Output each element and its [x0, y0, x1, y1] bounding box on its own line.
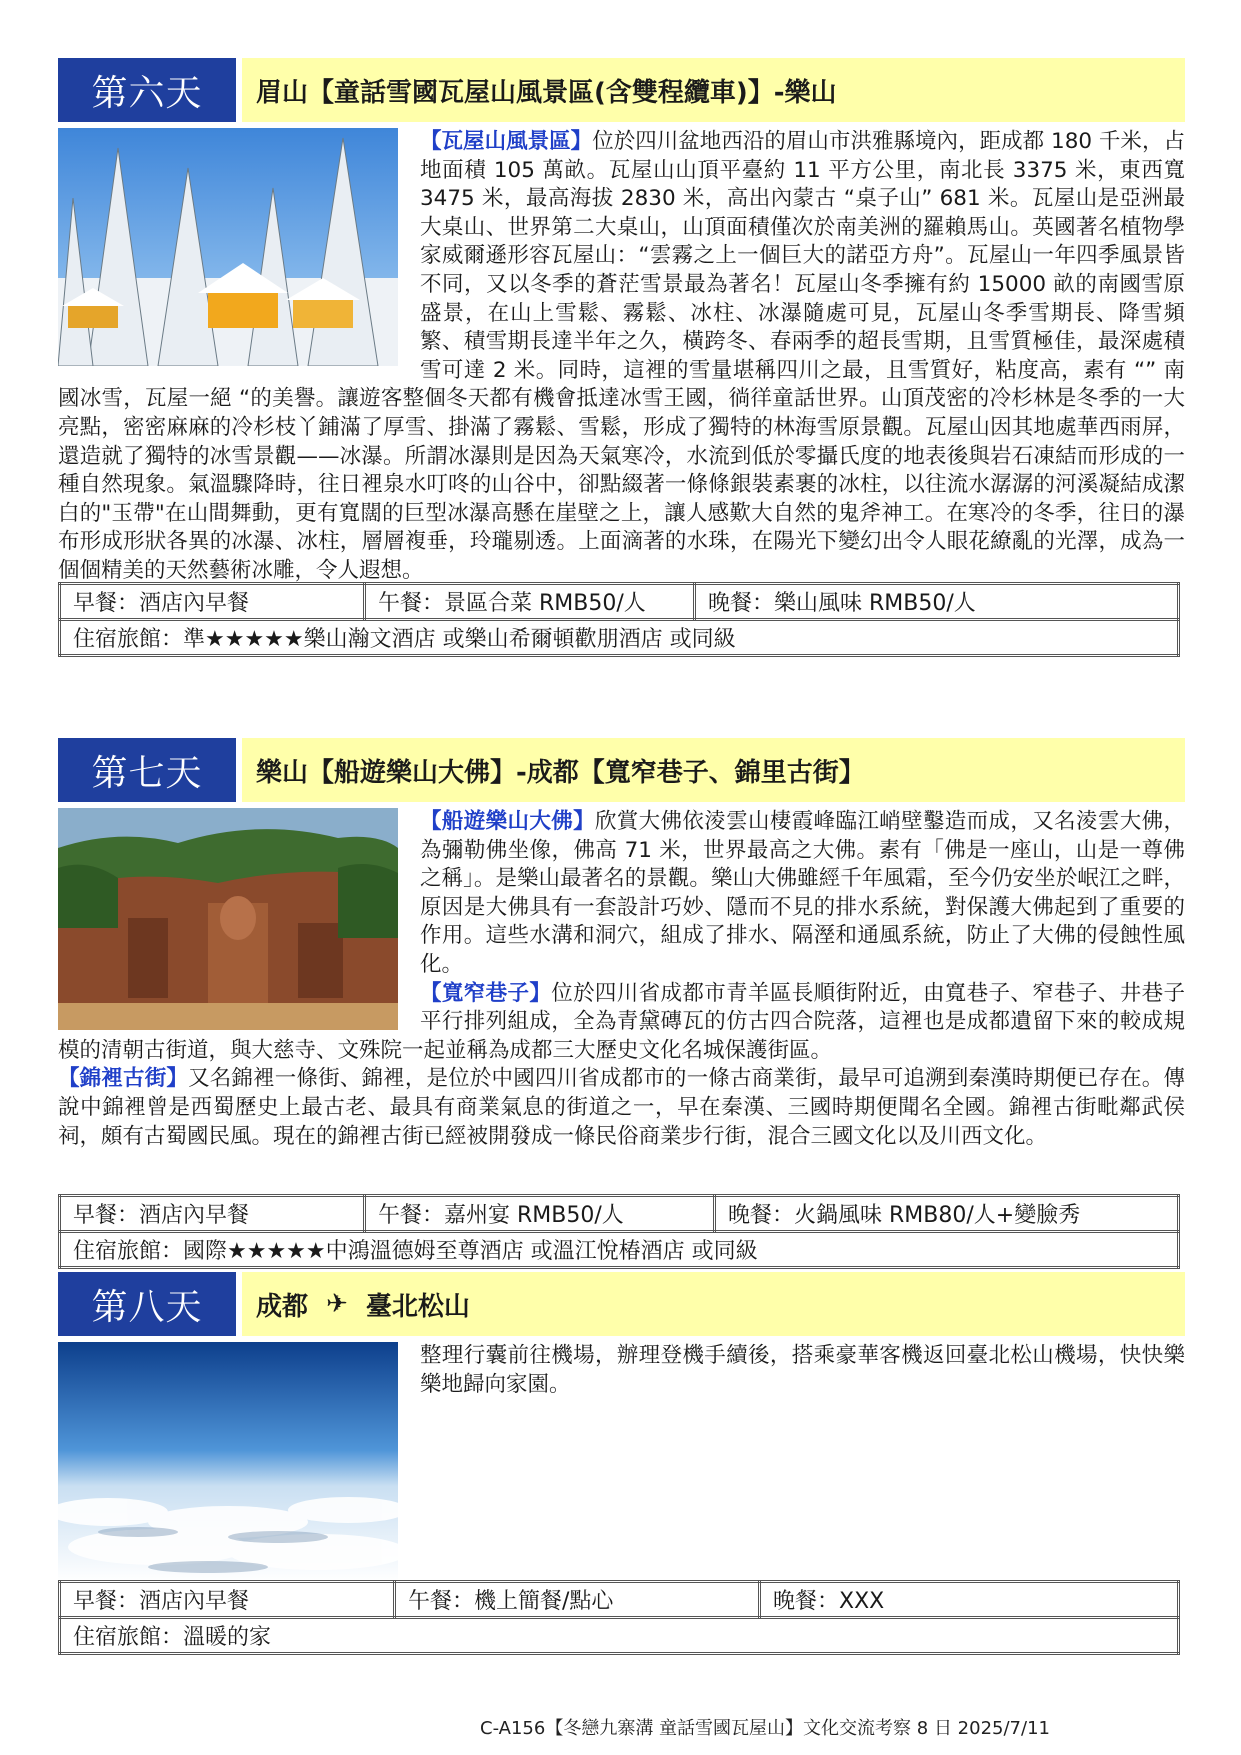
day8-lunch: 午餐：機上簡餐/點心	[395, 1582, 760, 1618]
day6-hotel: 住宿旅館：準★★★★★樂山瀚文酒店 或樂山希爾頓歡朋酒店 或同級	[60, 620, 1179, 656]
day6-content	[58, 128, 1185, 586]
day7-lunch: 午餐：嘉州宴 RMB50/人	[365, 1196, 715, 1232]
day7-highlight-kuanzhai: 【寬窄巷子】	[420, 980, 552, 1006]
day7-dinner: 晚餐：火鍋風味 RMB80/人+變臉秀	[715, 1196, 1179, 1232]
day8-title	[242, 1272, 1185, 1336]
day7-text-buddha: 欣賞大佛依淩雲山棲霞峰臨江峭壁鑿造而成，又名淩雲大佛，為彌勒佛坐像，佛高 71 米，世界最高之大佛。素有「佛是一座山，山是一尊佛之稱」。是樂山最著名的景觀。樂山大佛雖經千年風霜，至今仍安坐於岷江之畔，原因是大佛具有一套設計巧妙、隱而不見的排水系統，對保護大佛起到了重要的作用。這些水溝和洞穴，組成了排水、隔溼和通風系統，防止了大佛的侵蝕性風化。	[420, 809, 1185, 977]
day6-meals-table	[58, 582, 1180, 657]
page-footer: C-A156【冬戀九寨溝 童話雪國瓦屋山】文化交流考察 8 日 2025/7/11	[480, 1718, 1050, 1739]
day6-dinner: 晚餐：樂山風味 RMB50/人	[695, 584, 1179, 620]
day7-header	[58, 738, 1185, 802]
day8-label: 第八天	[58, 1272, 236, 1336]
day7-meals-table	[58, 1194, 1180, 1269]
day7-hotel: 住宿旅館：國際★★★★★中鴻溫德姆至尊酒店 或溫江悅椿酒店 或同級	[60, 1232, 1179, 1268]
day7-highlight-jinli: 【錦裡古街】	[58, 1066, 189, 1092]
day7-label: 第七天	[58, 738, 236, 802]
day8-dinner: 晚餐：XXX	[760, 1582, 1179, 1618]
day7-description-jinli	[58, 1065, 1185, 1151]
day6-title: 眉山【童話雪國瓦屋山風景區(含雙程纜車)】-樂山	[242, 58, 1185, 122]
day6-lunch: 午餐：景區合菜 RMB50/人	[365, 584, 695, 620]
day7-section	[58, 738, 1185, 1151]
day7-highlight-buddha: 【船遊樂山大佛】	[420, 809, 595, 834]
snow-mountain-photo	[58, 128, 398, 366]
day8-content	[58, 1342, 1185, 1399]
day8-hotel: 住宿旅館：溫暖的家	[60, 1618, 1179, 1654]
day7-breakfast: 早餐：酒店內早餐	[60, 1196, 365, 1232]
leshan-buddha-photo	[58, 808, 398, 1030]
day8-description: 整理行囊前往機場，辦理登機手續後，搭乘豪華客機返回臺北松山機場，快快樂樂地歸向家園。	[420, 1343, 1185, 1397]
day6-label: 第六天	[58, 58, 236, 122]
sky-clouds-photo	[58, 1342, 398, 1582]
airplane-icon: ✈	[326, 1289, 348, 1319]
day8-breakfast: 早餐：酒店內早餐	[60, 1582, 395, 1618]
day8-title-from: 成都	[256, 1291, 309, 1322]
day7-text-kuanzhai: 位於四川省成都市青羊區長順街附近，由寬巷子、窄巷子、井巷子平行排列組成，全為青黛磚瓦的仿古四合院落，這裡也是成都遺留下來的較成規模的清朝古街道，與大慈寺、文殊院一起並稱為成都三大歷史文化名城保護街區。	[58, 980, 1185, 1063]
day6-text: 位於四川盆地西沿的眉山市洪雅縣境內，距成都 180 千米，占地面積 105 萬畝。瓦屋山山頂平臺約 11 平方公里，南北長 3375 米，東西寬 3475 米，最高海拔 2830 米，高出內蒙古 “桌子山” 681 米。瓦屋山是亞洲最大桌山、世界第二大桌山，山頂面積僅次於南美洲的羅賴馬山。英國著名植物學家威爾遜形容瓦屋山：“雲霧之上一個巨大的諾亞方舟”。瓦屋山一年四季風景皆不同，又以冬季的蒼茫雪景最為著名！瓦屋山冬季擁有約 15000 畝的南國雪原盛景，在山上雪鬆、霧鬆、冰柱、冰瀑隨處可見，瓦屋山冬季雪期長、降雪頻繁、積雪期長達半年之久，橫跨冬、春兩季的超長雪期，且雪質極佳，最深處積雪可達 2 米。同時，這裡的雪量堪稱四川之最，且雪質好，粘度高，素有 “” 南國冰雪，瓦屋一絕 “的美譽。讓遊客整個冬天都有機會抵達冰雪王國，徜徉童話世界。山頂茂密的冷杉林是冬季的一大亮點，密密麻麻的冷杉枝丫鋪滿了厚雪、掛滿了霧鬆、雪鬆，形成了獨特的林海雪原景觀。瓦屋山因其地處華西雨屏，還造就了獨特的冰雪景觀——冰瀑。所謂冰瀑則是因為天氣寒冷，水流到低於零攝氏度的地表後與岩石凍結而形成的一種自然現象。氣溫驟降時，往日裡泉水叮咚的山谷中，卻點綴著一條條銀裝素裹的冰柱，以往流水潺潺的河溪凝結成潔白的"玉帶"在山間舞動，更有寬闊的巨型冰瀑高懸在崖壁之上，讓人感歎大自然的鬼斧神工。在寒冷的冬季，往日的瀑布形成形狀各異的冰瀑、冰柱，層層複垂，玲瓏剔透。上面滴著的水珠，在陽光下變幻出令人眼花繚亂的光澤，成為一個個精美的天然藝術冰雕，令人遐想。	[58, 129, 1185, 583]
day8-header	[58, 1272, 1185, 1336]
day7-text-jinli: 又名錦裡一條街、錦裡，是位於中國四川省成都市的一條古商業街，最早可追溯到秦漢時期便已存在。傳說中錦裡曾是西蜀歷史上最古老、最具有商業氣息的街道之一，早在秦漢、三國時期便聞名全國。錦裡古街毗鄰武侯祠，頗有古蜀國民風。現在的錦裡古街已經被開發成一條民俗商業步行街，混合三國文化以及川西文化。	[58, 1066, 1185, 1149]
day8-title-to: 臺北松山	[365, 1291, 470, 1322]
day6-section	[58, 58, 1185, 586]
day6-header	[58, 58, 1185, 122]
day6-breakfast: 早餐：酒店內早餐	[60, 584, 365, 620]
day8-meals-table	[58, 1580, 1180, 1655]
day6-highlight-waushan: 【瓦屋山風景區】	[420, 129, 593, 154]
day7-content	[58, 808, 1185, 1151]
day8-section	[58, 1272, 1185, 1582]
day7-title: 樂山【船遊樂山大佛】-成都【寬窄巷子、錦里古街】	[242, 738, 1185, 802]
